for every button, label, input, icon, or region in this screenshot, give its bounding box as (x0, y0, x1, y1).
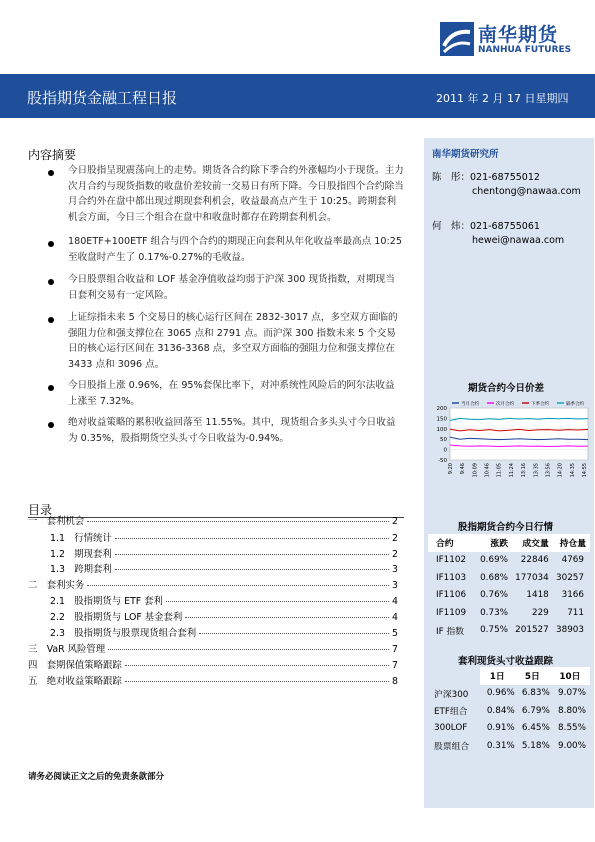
table-header-cell: 涨跌 (474, 534, 508, 552)
table-header-cell: 1日 (480, 667, 515, 685)
table-cell: 8.55% (558, 723, 586, 734)
toc-page: 3 (392, 564, 398, 575)
table-cell: 38903 (556, 625, 584, 636)
x-tick-label: 10:46 (484, 463, 491, 478)
table-cell: 0.75% (480, 625, 509, 636)
bullet-icon (48, 422, 54, 428)
contact-name: 陈 彤：021-68755012 (432, 172, 540, 183)
table-row (428, 720, 590, 738)
x-tick-label: 9:46 (460, 463, 467, 475)
toc-label: 1.3 跨期套利 (50, 564, 112, 575)
table-row (428, 685, 590, 703)
table-cell: 711 (567, 607, 584, 618)
x-tick-label: 14:55 (582, 463, 588, 478)
table-row (428, 737, 590, 755)
report-title: 股指期货金融工程日报 (27, 89, 178, 107)
table-cell: IF 指数 (436, 626, 465, 637)
report-date: 2011 年 2 月 17 日星期四 (436, 92, 569, 105)
bullet-icon (48, 385, 54, 391)
toc-page: 4 (392, 596, 398, 607)
toc-leader (115, 538, 389, 539)
y-tick-label: 100 (436, 426, 447, 433)
toc-row[interactable] (50, 625, 398, 639)
table-row (428, 552, 590, 570)
x-tick-label: 9:20 (448, 463, 454, 475)
toc-row[interactable] (50, 609, 398, 623)
y-tick-label: 200 (436, 406, 447, 412)
toc-row[interactable] (28, 673, 398, 687)
chart-title: 期货合约今日价差 (468, 383, 545, 394)
summary-paragraph: 180ETF+100ETF 组合与四个合约的期现正向套利从年化收益率最高点 10:25 至收盘时产生了 0.17%-0.27%的毛收益。 (68, 236, 402, 263)
table-cell: 6.83% (521, 688, 550, 699)
logo-text-en: NANHUA FUTURES (478, 45, 572, 55)
toc-row[interactable] (28, 513, 398, 527)
bullet-icon (48, 170, 54, 176)
legend-label: 下季合约 (531, 402, 549, 407)
table-row (428, 622, 590, 640)
bullet-icon (48, 317, 54, 323)
toc-page: 4 (392, 612, 398, 623)
legend-label: 隔季合约 (566, 402, 584, 407)
nanhua-logo-icon (440, 22, 474, 56)
toc-label: 2.3 股指期货与股票现货组合套利 (50, 628, 197, 639)
toc-leader (115, 569, 389, 570)
table-cell: 9.07% (558, 688, 586, 699)
table-header-cell (428, 667, 480, 685)
toc-row[interactable] (50, 530, 398, 544)
table-cell: 8.80% (558, 705, 586, 716)
contact-email[interactable]: chentong@nawaa.com (472, 186, 581, 197)
y-tick-label: 0 (443, 447, 447, 454)
table-row (428, 569, 590, 587)
table-cell: 0.96% (486, 688, 515, 699)
table-cell: 0.84% (486, 705, 515, 716)
toc-label: 五 绝对收益策略跟踪 (28, 676, 122, 687)
table-header-cell: 5日 (515, 667, 550, 685)
spread-chart (424, 396, 594, 492)
toc-leader (125, 681, 389, 682)
table-header-cell: 成交量 (508, 534, 549, 552)
toc-page: 2 (392, 516, 398, 527)
y-tick-label: 150 (436, 416, 447, 423)
table-header-cell: 合约 (428, 534, 474, 552)
contact-email[interactable]: hewei@nawaa.com (472, 235, 565, 246)
table-cell: 0.91% (486, 723, 515, 734)
toc-page: 7 (392, 644, 398, 655)
table-cell: 229 (531, 607, 549, 618)
table-cell: 30257 (556, 572, 584, 583)
quotes-table (428, 534, 590, 639)
table-header-cell: 10日 (550, 667, 590, 685)
x-tick-label: 14:35 (569, 463, 576, 478)
toc-row[interactable] (50, 561, 398, 575)
table-cell: 201527 (515, 625, 549, 636)
plot-area (450, 408, 588, 460)
toc-label: 一 套利机会 (28, 516, 85, 527)
toc-label: 三 VaR 风险管理 (28, 644, 106, 655)
table-cell: 9.00% (558, 740, 586, 751)
disclaimer-note: 请务必阅读正文之后的免责条款部分 (28, 772, 165, 782)
table-cell: 300LOF (434, 723, 468, 734)
table-cell: 沪深300 (434, 689, 469, 700)
toc-label: 二 套利实务 (28, 580, 85, 591)
legend-label: 次月合约 (496, 402, 514, 407)
toc-leader (108, 649, 389, 650)
table-cell: 0.31% (486, 740, 515, 751)
summary-paragraph: 今日股票组合收益和 LOF 基金净值收益均弱于沪深 300 现货指数，对期现当日套利交易有一定风险。 (68, 274, 395, 301)
summary-title: 内容摘要 (28, 148, 77, 162)
bullet-icon (48, 241, 54, 247)
summary-paragraph: 今日股指呈现震荡向上的走势。期货各合约除下季合约外涨幅均小于现货。主力次月合约与现货指数的收盘价差较前一交易日有所下降。今日股指四个合约除当月合约外在盘中都出现过期现套利机会，收益最高点产生于 10:25。跨期套利机会方面，今日三个组合在盘中和收盘时都存在跨期套利机会。 (68, 165, 404, 223)
toc-leader (199, 633, 389, 634)
toc-row[interactable] (50, 546, 398, 560)
table-cell: IF1102 (436, 555, 467, 566)
table-cell: IF1109 (436, 607, 467, 618)
toc-row[interactable] (28, 657, 398, 671)
summary-paragraph: 今日股指上涨 0.96%，在 95%套保比率下，对冲系统性风险后的阿尔法收益上涨至 7.32%。 (68, 380, 395, 407)
toc-leader (87, 585, 389, 586)
institute-name: 南华期货研究所 (432, 149, 499, 160)
legend-label: 当月合约 (461, 402, 479, 407)
toc-leader (87, 521, 389, 522)
x-tick-label: 11:24 (508, 463, 515, 478)
logo-text-cn: 南华期货 (478, 24, 559, 46)
x-tick-label: 11:05 (496, 463, 503, 478)
toc-leader (115, 554, 389, 555)
x-tick-label: 13:56 (545, 463, 552, 478)
toc-label: 1.1 行情统计 (50, 533, 112, 544)
toc-row[interactable] (50, 593, 398, 607)
toc-leader (185, 617, 389, 618)
contact-name: 何 炜：021-68755061 (432, 221, 540, 232)
table-row (428, 587, 590, 605)
table-cell: 0.76% (480, 590, 509, 601)
toc-page: 2 (392, 533, 398, 544)
toc-page: 8 (392, 676, 398, 687)
toc-page: 3 (392, 580, 398, 591)
toc-leader (125, 665, 389, 666)
toc-page: 7 (392, 660, 398, 671)
toc-page: 2 (392, 549, 398, 560)
table-cell: IF1106 (436, 590, 467, 601)
table-cell: 6.79% (521, 705, 550, 716)
table-row (428, 604, 590, 622)
toc-row[interactable] (28, 577, 398, 591)
table-cell: 股票组合 (434, 742, 470, 753)
toc-page: 5 (392, 628, 398, 639)
table-cell: 0.73% (480, 607, 509, 618)
table-header-cell: 持仓量 (549, 534, 590, 552)
table-cell: 1418 (526, 590, 549, 601)
quotes-table-title: 股指期货合约今日行情 (458, 522, 554, 533)
x-tick-label: 10:09 (472, 463, 479, 478)
table-cell: 0.69% (480, 555, 509, 566)
table-cell: 5.18% (521, 740, 550, 751)
table-cell: 22846 (520, 555, 549, 566)
toc-leader (166, 601, 389, 602)
y-tick-label: -50 (438, 458, 447, 464)
x-tick-label: 14:20 (557, 463, 564, 478)
bullet-icon (48, 279, 54, 285)
table-cell: ETF组合 (434, 707, 468, 718)
returns-table (428, 667, 590, 755)
toc-label: 四 套期保值策略跟踪 (28, 660, 122, 671)
x-tick-label: 13:16 (521, 463, 528, 478)
x-tick-label: 13:35 (533, 463, 540, 478)
y-tick-label: 50 (440, 437, 447, 444)
table-header-row (428, 667, 590, 685)
toc-label: 2.2 股指期货与 LOF 基金套利 (50, 612, 183, 623)
table-row (428, 702, 590, 720)
summary-paragraph: 上证综指未来 5 个交易日的核心运行区间在 2832-3017 点，多空双方面临的强阻力位和强支撑位在 3065 点和 2791 点。而沪深 300 指数未来 5 个交易日的核心运行区间在 3136-3368 点，多空双方面临的强阻力位和强支撑位在 3433 点和 3096 点。 (68, 312, 398, 370)
toc-row[interactable] (28, 641, 398, 655)
table-cell: 3166 (561, 590, 584, 601)
table-cell: 6.45% (521, 723, 550, 734)
table-cell: 4769 (561, 555, 584, 566)
toc-title: 目录 (28, 503, 53, 517)
nanhua-logo (440, 20, 580, 60)
returns-table-title: 套利现货头寸收益跟踪 (458, 656, 554, 667)
summary-paragraph: 绝对收益策略的累积收益回落至 11.55%。其中，现货组合多头头寸今日收益为 0.35%，股指期货空头头寸今日收益为-0.94%。 (68, 417, 396, 444)
table-cell: 0.68% (480, 572, 509, 583)
table-cell: 177034 (515, 572, 549, 583)
toc-label: 2.1 股指期货与 ETF 套利 (50, 596, 163, 607)
table-cell: IF1103 (436, 572, 467, 583)
toc-label: 1.2 期现套利 (50, 549, 112, 560)
table-header-row (428, 534, 590, 552)
